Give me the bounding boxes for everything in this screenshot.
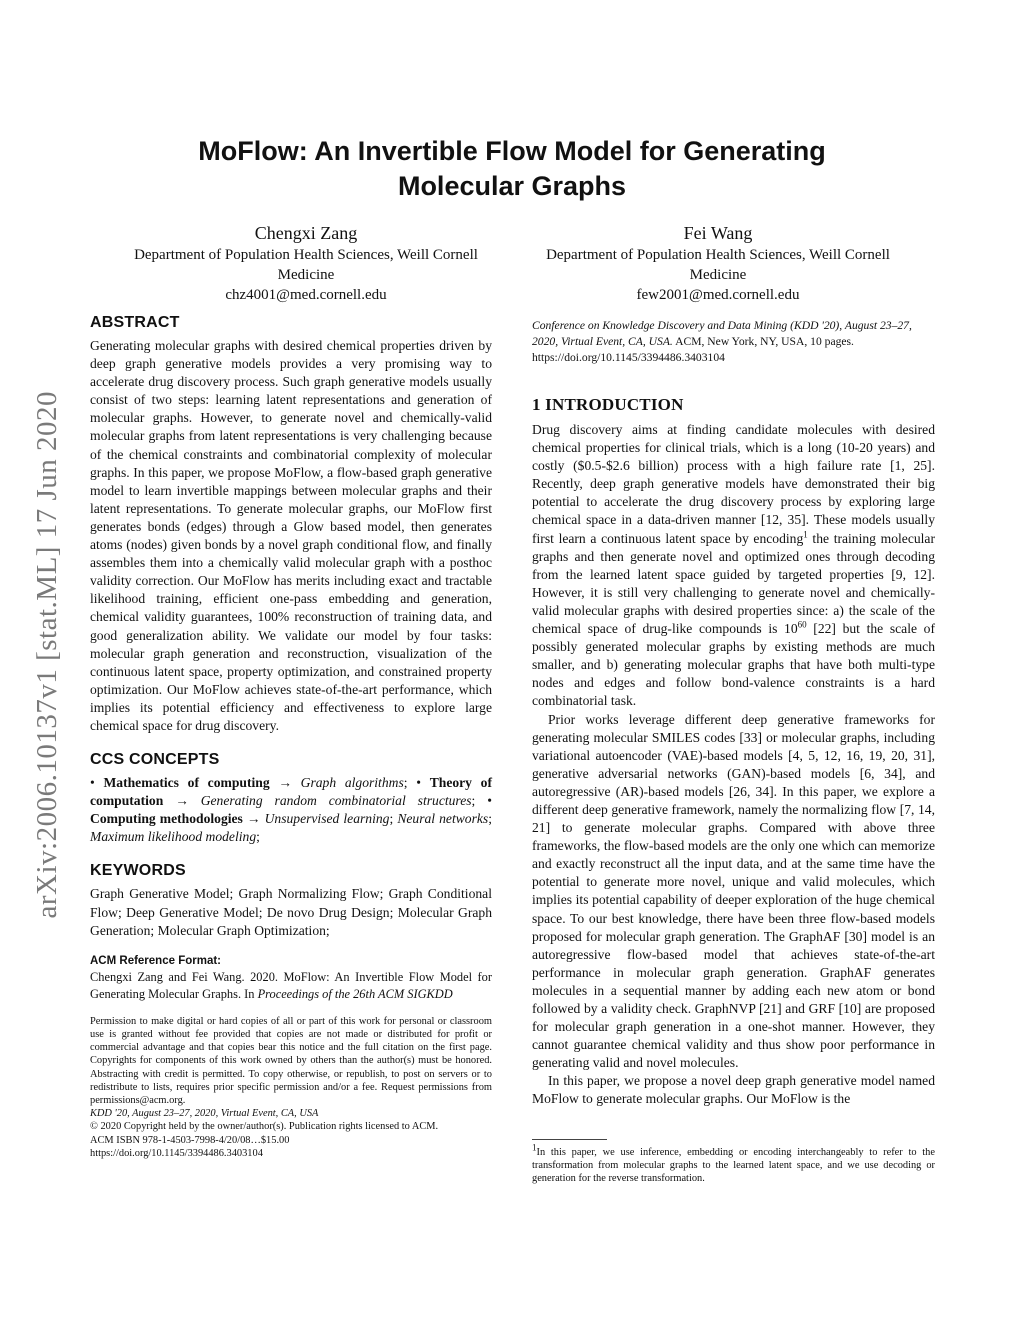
exponent: 60 [797,619,807,630]
text-run: Drug discovery aims at finding candidate molecules with desired chemical properties for clinical trials, which is a long (10-20 years) and costly ($0.5-$2.6 billion) process with a high failure rate [1, 25]. Recently, deep graph generative models have demonstrated their big potential to accelerate the drug discovery process by exploring large chemical space in a data-driven manner [12, 35]. These models usually first learn a continuous latent space by encoding [532,422,935,546]
conference-name: Conference on Knowledge Discovery and Data Mining (KDD '20), August 23–27, 2020, Virtual Event, CA, USA. [532,319,912,348]
abstract-heading: ABSTRACT [90,314,180,331]
bullet: • [90,775,95,791]
permission-block [90,1015,492,1160]
conference-publisher: ACM, New York, NY, USA, 10 pages. [672,335,854,348]
intro-paragraph-2: Prior works leverage different deep generative frameworks for generating molecular SMILES codes [33] or molecular graphs, including variational autoencoder (VAE)-based models [4, 5, 12, 16, 19, 20, 31], generative adversarial networks (GAN)-based models [6, 34], and autoregressive (AR)-based models [26, 34]. In this paper, we explore a different deep generative framework, namely the normalizing flow [7, 14, 21] to generate molecular graphs. Compared with above three frameworks, the flow-based models are the only one which can memorize and exactly reconstruct all the input data, and at the same time have the potential to generate more novel, unique and valid molecules, which implies its potential capability of deeper exploration of the huge chemical space. To our best knowledge, there have been three flow-based models proposed for molecular graph generation. The GraphAF [30] model is an autoregressive flow-based model that achieves state-of-the-art performance in molecular graph generation. GraphAF generates molecules in a sequential manner by adding each new atom or bond followed by a validity check. GraphNVP [21] and GRF [10] are proposed for molecular graph generation in a one-shot manner. However, they cannot guarantee chemical validity and thus show poor performance in generating valid and novel molecules. [532,711,935,1071]
footnote-text [532,1142,935,1186]
author-affiliation-cont: Medicine [277,267,335,283]
acm-ref-body: Chengxi Zang and Fei Wang. 2020. MoFlow: An Invertible Flow Model for Generating Molecular Graphs. In [90,969,492,1001]
arxiv-identifier [22,350,72,960]
author-email: chz4001@med.cornell.edu [225,287,387,303]
doi-link[interactable]: https://doi.org/10.1145/3394486.3403104 [90,1147,263,1159]
paper-title [110,134,914,204]
arxiv-id-text: arXiv:2006.10137v1 [stat.ML] 17 Jun 2020 [30,391,63,919]
ccs-subterm: Unsupervised learning [264,811,390,827]
title-line-1: MoFlow: An Invertible Flow Model for Generating [198,136,826,166]
ccs-subterm: Generating random combinatorial structures [200,793,472,809]
intro-paragraph-1 [532,421,935,711]
author-name: Fei Wang [683,223,753,243]
separator: ; [403,775,408,791]
acm-ref-heading: ACM Reference Format: [90,954,221,967]
ccs-term: Mathematics of computing [103,775,270,791]
separator: ; [488,811,492,827]
keywords-text: Graph Generative Model; Graph Normalizing Flow; Graph Conditional Flow; Deep Generative Model; De novo Drug Design; Molecular Graph Generation; Molecular Graph Optimization; [90,886,492,938]
footnote-marker[interactable]: 1 [803,529,808,540]
arrow-icon: → [175,793,189,809]
introduction-heading: 1 INTRODUCTION [532,395,684,414]
text-run: the training molecular graphs and then generate novel and optimized ones through decoding from the learned latent space guided by targeted properties [9, 12]. However, it is still very challenging to generate novel and chemically-valid molecular graphs with desired properties since: a) the scale of the chemical space of drug-like compounds is 10 [532,530,935,637]
separator: ; [471,793,476,809]
conference-doi-link[interactable]: https://doi.org/10.1145/3394486.3403104 [532,351,725,364]
footnote-rule [532,1139,607,1140]
copyright-line: © 2020 Copyright held by the owner/author(s). Publication rights licensed to ACM. [90,1121,439,1133]
conference-info [532,318,935,366]
arrow-icon: → [278,775,292,791]
author-email: few2001@med.cornell.edu [636,287,800,303]
ccs-term: Computing methodologies [90,811,243,827]
acm-ref-proceedings: Proceedings of the 26th ACM SIGKDD [257,986,453,1001]
arrow-icon: → [246,811,261,827]
title-line-2: Molecular Graphs [397,171,627,201]
keywords-heading: KEYWORDS [90,862,186,880]
abstract-text [90,337,492,735]
introduction-body [532,421,935,1109]
ccs-subterm: Graph algorithms [300,775,404,791]
isbn-line: ACM ISBN 978-1-4503-7998-4/20/08…$15.00 [90,1134,290,1146]
author-name: Chengxi Zang [254,223,358,243]
author-affiliation: Department of Population Health Sciences, Weill Cornell [546,247,890,263]
permission-text: Permission to make digital or hard copies of all or part of this work for personal or classroom use is granted without fee provided that copies are not made or distributed for profit or commercial advantage and that copies bear this notice and the full citation on the first page. Copyrights for components of this work owned by others than the author(s) must be honored. Abstracting with credit is permitted. To copy otherwise, or republish, to post on servers or to redistribute to lists, requires prior specific permission and/or a fee. Request permissions from permissions@acm.org. [90,1015,492,1106]
abstract-paragraph: Generating molecular graphs with desired chemical properties driven by deep graph generative models provides a very promising way to accelerate drug discovery process. Such graph generative models usually consist of two steps: learning latent representations and generation of molecular graphs. However, to generate novel and chemically-valid molecular graphs from latent representations is very challenging because of the chemical constraints and combinatorial complexity of molecular graphs. In this paper, we propose MoFlow, a flow-based graph generative model to learn invertible mappings between molecular graphs and their latent representations. To generate molecular graphs, our MoFlow first generates bonds (edges) through a Glow based model, then generates atoms (nodes) given bonds by a novel graph conditional flow, and finally assembles them into a chemically valid molecular graph with a posthoc validity correction. Our MoFlow has merits including exact and tractable likelihood training, efficient one-pass embedding and generation, chemical validity guarantees, 100% reconstruction of training data, and good generalization ability. We validate our model by four tasks: molecular graph generation and reconstruction, visualization of the continuous latent space, property optimization, and constrained property optimization. Our MoFlow achieves state-of-the-art performance, which implies its potential efficiency and effectiveness to explore large chemical space for drug discovery. [90,338,492,733]
author-block-1 [106,221,506,305]
separator: ; [256,829,260,845]
author-block-2 [518,221,918,305]
separator: ; [389,811,394,827]
right-column [532,318,935,1109]
intro-paragraph-3: In this paper, we propose a novel deep graph generative model named MoFlow to generate molecular graphs. Our MoFlow is the [532,1073,935,1107]
text-run: [22] but the scale of possibly generated molecular graphs by existing methods are much smaller, and b) generating molecular graphs that have both multi-type nodes and edges and follow bond-valence constraints is a hard combinatorial task. [532,621,935,709]
ccs-subterm: Neural networks [397,811,489,827]
venue-line: KDD '20, August 23–27, 2020, Virtual Event, CA, USA [90,1108,319,1120]
bullet: • [416,775,421,791]
bullet: • [487,793,493,809]
footnote-number: 1 [532,1142,537,1153]
author-affiliation: Department of Population Health Sciences, Weill Cornell [134,247,478,263]
acm-ref-text [90,969,492,1003]
ccs-heading: CCS CONCEPTS [90,751,220,769]
ccs-concepts [90,774,492,846]
author-affiliation-cont: Medicine [689,267,747,283]
footnote-body: In this paper, we use inference, embedding or encoding interchangeably to refer to the transformation from molecular graphs to the learned latent space, and we use decoding or generation for the reverse transformation. [532,1147,935,1185]
footnote-block [532,1139,935,1186]
ccs-subterm: Maximum likelihood modeling [90,829,257,845]
left-column [90,314,492,1160]
ccs-term: Theory of computation [90,775,492,809]
